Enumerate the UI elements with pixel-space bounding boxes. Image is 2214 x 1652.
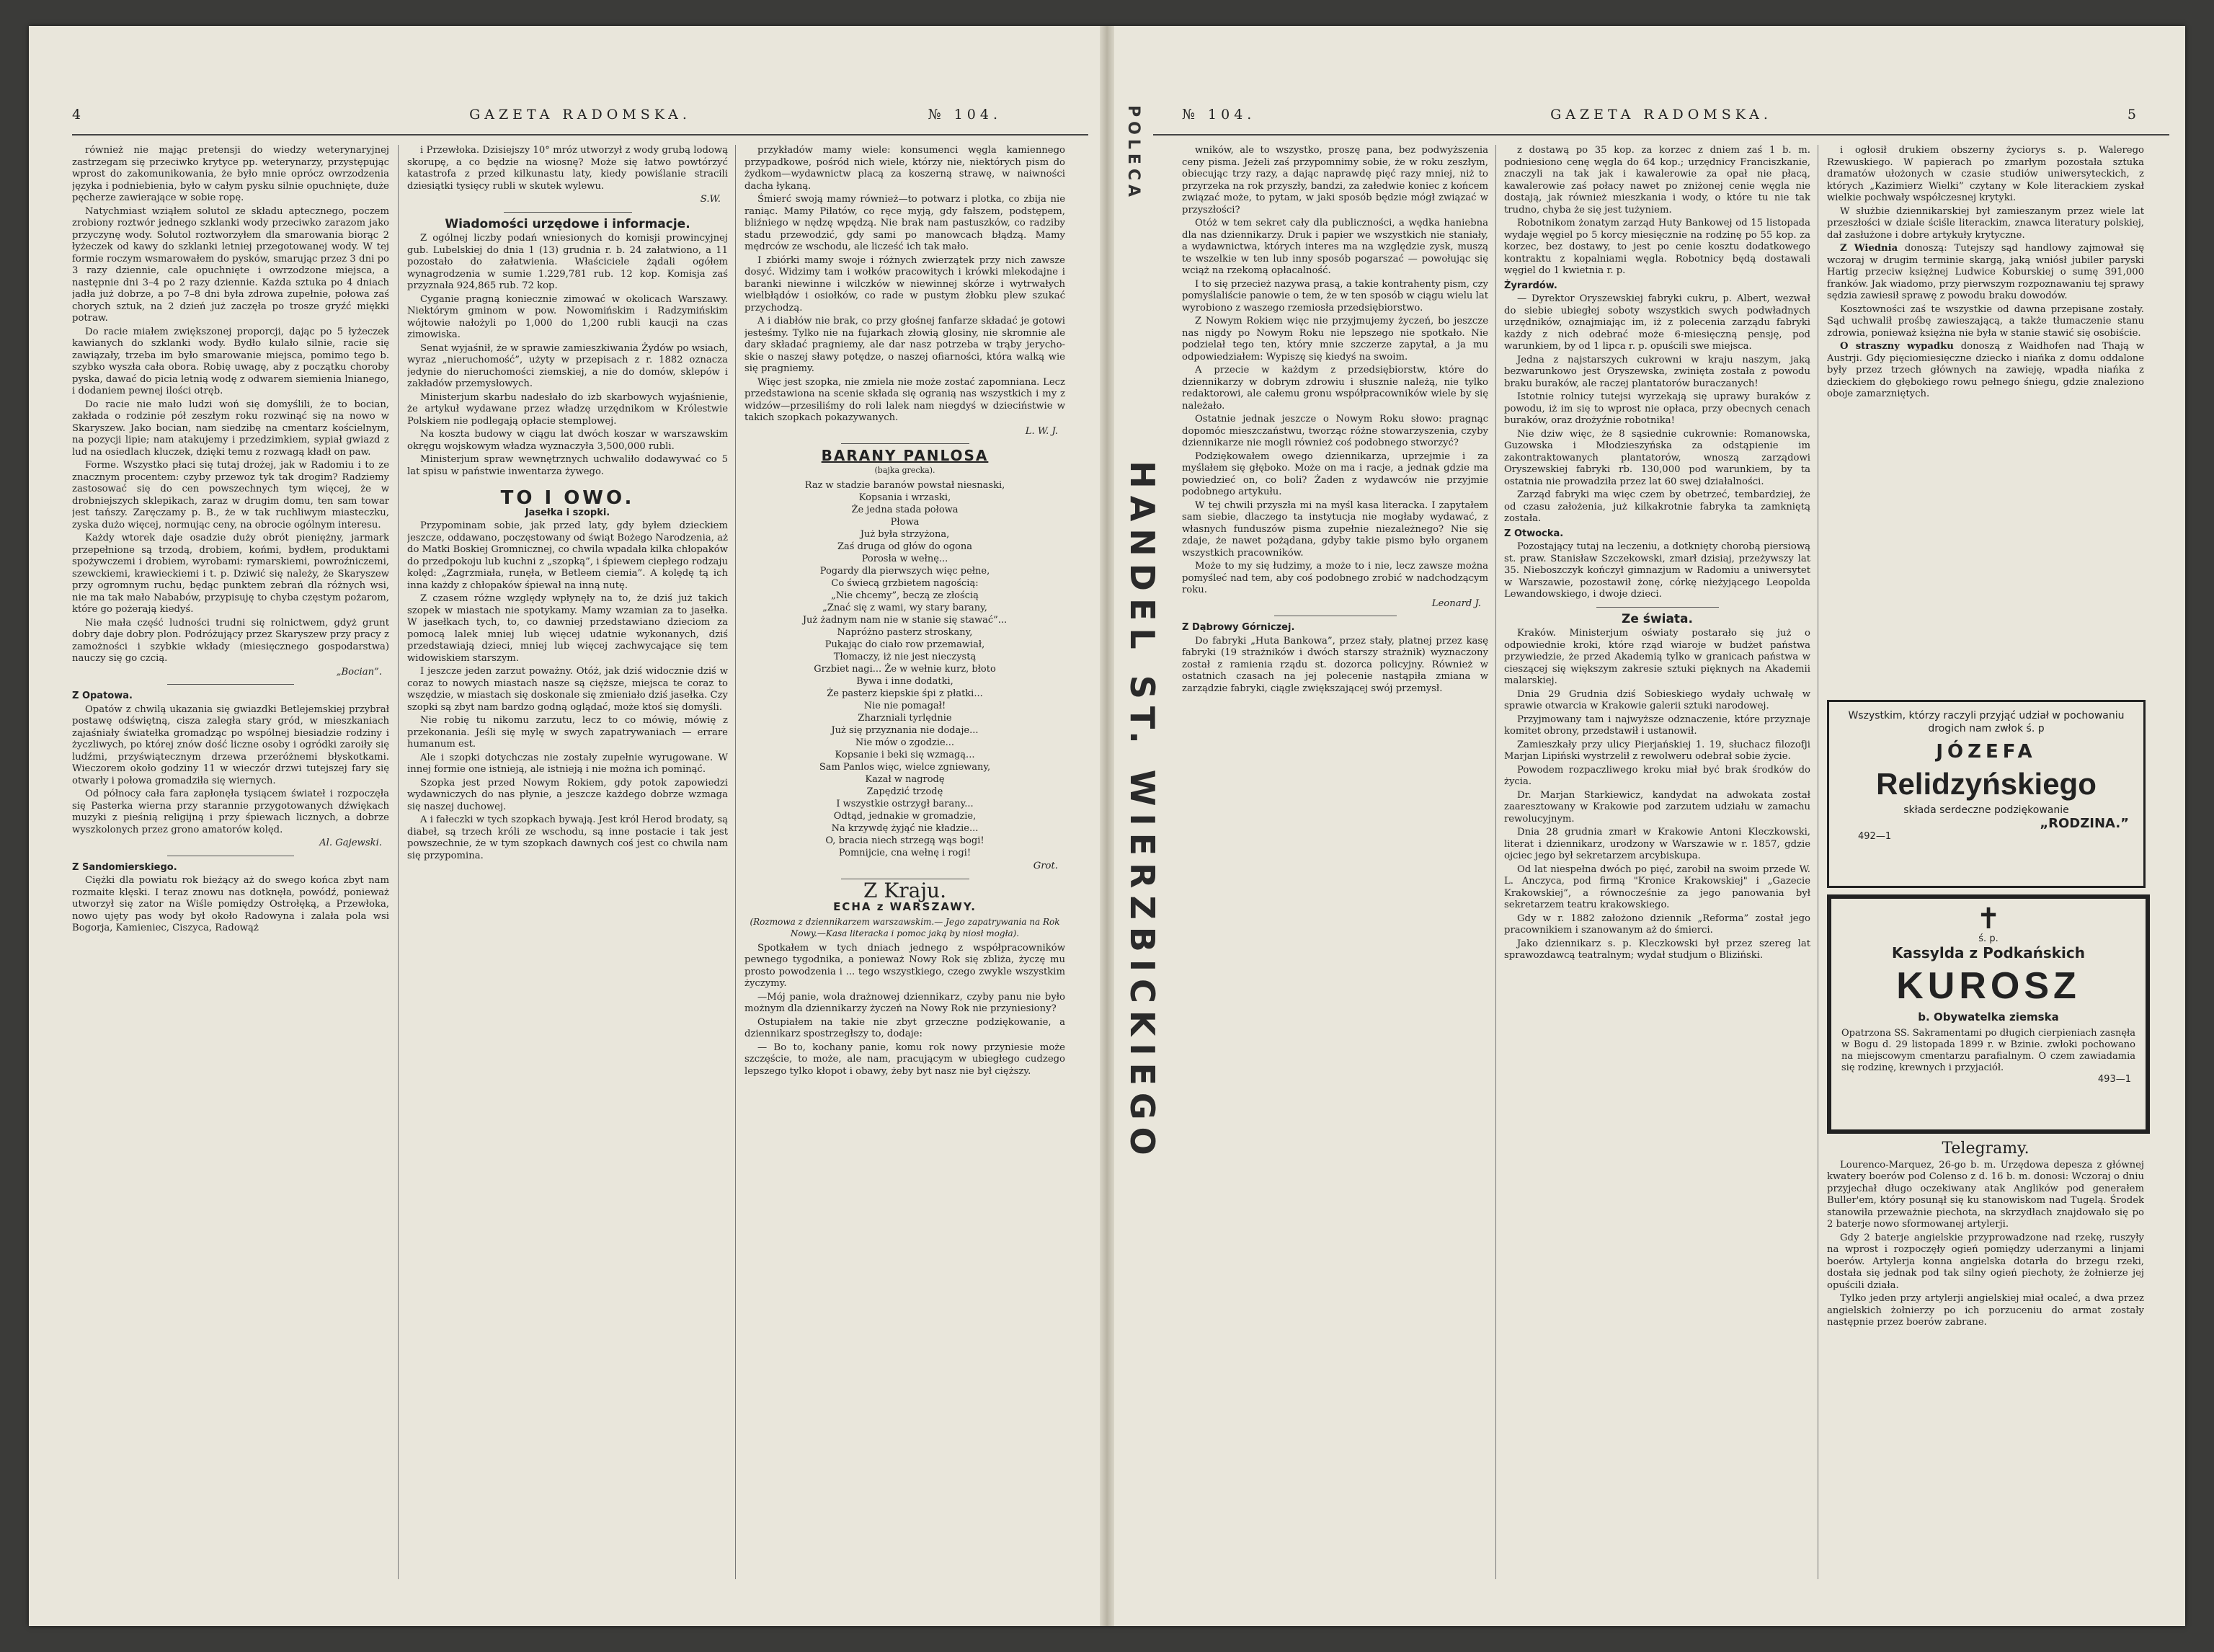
poem-line: Grzbiet nagi... Że w wełnie kurz, błoto	[814, 664, 996, 675]
paragraph: Do fabryki „Huta Bankowa”, przez stały, platnej przez kasę fabryki (19 strażników i dwóch starszy strażnik) wyznaczony został z ramienia rządu st. dozorca policyjny. Również w ostatnich czasach na jej polecenie nastąpiła zmiana w zarządzie fabryki, ciągle zwiększającej swój przemysł.	[1182, 635, 1488, 694]
separator	[504, 212, 632, 213]
poem-line: Nie nie pomagał!	[863, 701, 946, 711]
paragraph: Z Nowym Rokiem więc nie przyjmujemy życzeń, bo jeszcze nas nigdy po Nowym Roku nie lepszego nie spotkało. Nie podzielał tego ten, który mnie szczerze zapytał, a ja mu odpowiedziałem: Wypiszę się kiedyś na swoim.	[1182, 316, 1488, 363]
paragraph: również nie mając pretensji do wiedzy weterynaryjnej zastrzegam się przeciwko krytyce pp. weterynarzy, przystępując wprost do zakomunikowania, że było mnie oprócz owrzodzenia języka i podniebienia, było w całym pysku silnie opuchnięte, duże pęcherze zawierające w sobie ropę.	[72, 145, 389, 203]
paragraph: Spotkałem w tych dniach jednego z współpracowników pewnego tygodnika, a ponieważ Nowy Rok się zbliża, życzę mu prosto powodzenia i ... tego wszystkiego, czego zwykle wszystkim życzymy.	[744, 942, 1065, 989]
obituary-notice	[1827, 894, 2150, 1134]
paragraph: Ministerjum skarbu nadesłało do izb skarbowych wyjaśnienie, że artykuł wydawane przez władzę urzędnikom w Królestwie Polskiem nie podlegają opłacie stemplowej.	[407, 391, 728, 427]
vertical-advertisement	[1121, 199, 1164, 1424]
telegrams-column	[1827, 1136, 2144, 1583]
poem-line: Odtąd, jednakie w gromadzie,	[833, 811, 977, 822]
poem-line: Zapędzić trzodę	[866, 786, 943, 797]
poem-line: Nie mów o zgodzie...	[855, 737, 955, 748]
section-heading: Z Otwocka.	[1504, 528, 1564, 539]
paragraph: Ostupiałem na takie nie zbyt grzeczne podziękowanie, a dziennikarz spostrzegłszy to, dodaje:	[744, 1016, 1065, 1039]
paragraph: Natychmiast wziąłem solutol ze składu aptecznego, poczem zrobiony roztwór jednego szklanki wody przeciwko zarazom jako przyczynę wody. Solutol roztworzyłem dla smarowania biorąc 2 łyżeczek od kawy do szklanki letniej przegotowanej wody. W tej formie roczym wsmarowałem do pysków, smarując przez 3 dni po 3 razy dziennie, cale opuchnięte i owrzodzone miejsca, a następnie dni 3–4 po 2 razy dziennie. Każda sztuka po 4 dniach jadła już dobrze, a po 7–8 dni była zdrowa zupełnie, połowa zaś chorych sztuk, na 2 dzień już zaczęła po trosze gryźć miękki potraw.	[72, 205, 389, 324]
poem-line: Już się przyznania nie dodaje...	[831, 725, 979, 736]
issue-number: № 104.	[928, 107, 1002, 123]
left-column-2	[407, 145, 728, 1579]
paragraph: Cyganie pragną koniecznie zimować w okolicach Warszawy. Niektórym gminom w pow. Nowomińskim i Radzymińskim wójtowie nałożyli po 1,000 do 1,200 rubli kaucji na czas zimowiska.	[407, 293, 728, 340]
signature: Grot.	[1033, 861, 1058, 871]
section-heading: Z Kraju.	[863, 878, 946, 902]
poem-line: Pomnijcie, cna wełnę i rogi!	[838, 848, 972, 858]
paragraph: Każdy wtorek daje osadzie duży obrót pieniężny, jarmark przepełnione są trzodą, drobiem, końmi, bydłem, produktami spożywczemi i drobiem, wyrobami: rymarskiemi, powroźniczemi, szewckiemi, krawieckiemi i t. p. Dziwić się należy, że Skaryszew przy ogromnym ruchu, będąc punktem zebrań dla różnych wsi, nie ma tak mało Nababów, przypisuję to chyba częstym pożarom, które go pożerają kiedyś.	[72, 533, 389, 615]
telegrams-heading: Telegramy.	[1942, 1140, 2030, 1158]
poem-line: Kopsanie i beki się wzmagą...	[835, 750, 975, 760]
poem-line: „Nie chcemy”, beczą ze złością	[831, 590, 979, 601]
paragraph: i ogłosił drukiem obszerny życiorys s. p. Walerego Rzewuskiego. W papierach po zmarłym pozostała sztuka dramatów ułożonych w czasie studiów uniwersyteckich, z których „Kazimierz Wielki” czytany w Kole literackiem zyskał wielkie pochwały współczesnej krytyki.	[1827, 145, 2144, 203]
poem-line: Zaś druga od głów do ogona	[837, 541, 972, 552]
paragraph: Istotnie rolnicy tutejsi wyrzekają się uprawy buraków z powodu, iż im się to wprost nie opłaca, przy obecnych cenach buraków, oraz drożyźnie robotnika!	[1504, 391, 1810, 426]
notice-name-first: JÓZEFA	[1936, 741, 2037, 763]
paragraph: Do racie nie mało ludzi woń się domyślili, że to bocian, zakłada o rodzinie pół zeszłym roku rozwinąć się na nowo w Skaryszew. Jako bocian, nam siedzibę na cmentarz kościelnym, na pozycji lipie; nam atakujemy i przedzimkiem, sypiał gwiazd z lud na osiedlach kluczek, dzięki temu z rozwagą kładł on paw.	[72, 399, 389, 458]
poem-line: Porosła w wełnę...	[861, 554, 948, 564]
separator	[167, 684, 294, 685]
section-heading: TO I OWO.	[500, 487, 635, 509]
paragraph: Forme. Wszystko płaci się tutaj drożej, jak w Radomiu i to ze znacznym procentem: czyby przewoz tyk tak drogim? Radziemy zastosować się do cen powszechnych tym więcej, że w drobniejszych sklepikach, zaraz w drugim domu, ten sam towar jest tańszy. Zaręczamy p. B., że w tak ruchliwym miasteczku, zyska dużo więcej, normując ceny, na obrocie ogólnym interesu.	[72, 460, 389, 530]
newspaper-spread	[29, 26, 2185, 1626]
paragraph: Otóż w tem sekret cały dla publiczności, a wędka haniebna dla nas dziennikarzy. Druk i papier we wszystkich nie staniały, a wydawnictwa, których interes ma na względzie zysk, muszą te wszelkie w ten lub inny sposób pogarszać — powołując się wciąż na rzekomą opłacalność.	[1182, 218, 1488, 276]
paragraph: Powodem rozpaczliwego kroku miał być brak środków do życia.	[1504, 764, 1810, 787]
right-column-1	[1182, 145, 1488, 1579]
section-heading: Z Opatowa.	[72, 690, 133, 701]
poem-subtitle: (bajka grecka).	[874, 465, 935, 475]
masthead-title: GAZETA RADOMSKA.	[469, 107, 691, 123]
paragraph: A i fałeczki w tych szopkach bywają. Jest król Herod brodaty, są diabeł, są trzech króli ze wschodu, są inne postacie i tak jest powszechnie, że w tym szopkach dawnych coś jest co chwila nam się przypomina.	[407, 814, 728, 861]
article-title: ECHA z WARSZAWY.	[833, 900, 977, 913]
vertical-ad-text: HANDEL ST. WIERZBICKIEGO	[1123, 461, 1162, 1163]
paragraph: W służbie dziennikarskiej był zamieszanym przez wiele lat przeszłości w dziale ściśle literackim, znawca literatury polskiej, dał zasłużone i dobre artykuły krytyczne.	[1827, 205, 2144, 241]
poem-line: Kazał w nagrodę	[865, 774, 945, 785]
paragraph: Pozostający tutaj na leczeniu, a dotknięty chorobą piersiową st. praw. Stanisław Szczekowski, zmarł dzisiaj, przeżywszy lat 35. Nieboszczyk kończył gimnazjum w Radomiu a uniwersytet w Warszawie, pozostawił żonę, córkę nieżyjącego Leopolda Lewandowskiego, i dwoje dzieci.	[1504, 541, 1810, 600]
poem-line: O, bracia niech strzegą wąs bogi!	[825, 835, 984, 846]
paragraph: Podziękowałem owego dziennikarza, uprzejmie i za myślałem się głęboko. Może on ma i racje, a jednak gdzie ma powiedzieć on, co boli? Żaden z wydawców nie przyjmie podobnego artykułu.	[1182, 450, 1488, 497]
paragraph: Dr. Marjan Starkiewicz, kandydat na adwokata został zaaresztowany w Krakowie pod zarzutem udziału w zamachu rewolucyjnym.	[1504, 789, 1810, 825]
paragraph: Nie mała część ludności trudni się rolnictwem, gdyż grunt dobry daje dobry plon. Podróżujący przez Skaryszew przy pracy z zamożności i szybkie wkłady (miesięcznego gospodarstwa) nauczy się go czcią.	[72, 617, 389, 664]
paragraph: Robotnikom żonatym zarząd Huty Bankowej od 15 listopada wydaje węgiel po 5 korcy miesięcznie na rodzinę po 55 kop. za korzec, bez dostawy, to jest po cenie kosztu dodatkowego kontraktu z kopalniami węgla. Robotnicy będą dostawali węgiel do 1 kwietnia r. p.	[1504, 218, 1810, 276]
paragraph: wników, ale to wszystko, proszę pana, bez podwyższenia ceny pisma. Jeżeli zaś przypomnimy sobie, że w roku zeszłym, obiecując trzy razy, a dając naprawdę pięć razy mniej, niż to przyrzeka na rok przyszły, bandzi, za załedwie koniec z końcem związać może, to pytam, w jaki sposób będzie mógł związać w przyszłości?	[1182, 145, 1488, 216]
paragraph: z dostawą po 35 kop. za korzec z dniem zaś 1 b. m. podniesiono cenę węgla do 64 kop.; urzędnicy Franciszkanie, znaczyli na tak jak i kawalerowie za opał nie płacą, kawalerowie zaś połacy nawet po zniżonej cenie węgla nie dostają, jak również mieszkania i wody, o które tu nie tak trudno, chyba że się jest tużyniem.	[1504, 145, 1810, 216]
paragraph: Jako dziennikarz s. p. Kleczkowski był przez szereg lat sprawozdawcą teatralnym; wydał studjum o Bliziński.	[1504, 938, 1810, 961]
paragraph: — Dyrektor Oryszewskiej fabryki cukru, p. Albert, wezwał do siebie ubiegłej soboty wszystkich swych podwładnych urzędników, oznajmiając im, iż z polecenia zarządu fabryki każdy z nich odebrać może 6-miesięczną pensję, pod warunkiem, by od 1 lipca r. p. opuścili swe miejsca.	[1504, 293, 1810, 352]
obituary-subtitle: b. Obywatelka ziemska	[1918, 1011, 2059, 1023]
poem-line: Pogardy dla pierwszych więc pełne,	[819, 566, 990, 577]
poem	[744, 479, 1065, 859]
paragraph: Ciężki dla powiatu rok bieżący aż do swego końca zbyt nam rozmaite klęski. I teraz znowu nas dotknęła, powódź, ponieważ utworzył się zator na Wiśle pomiędzy Ostrołęką, a Przewłoka, nowo ujęty pas wody był około Radowyna i zalała pola wsi Bogorja, Kamieniec, Ciszyca, Radowąż	[72, 875, 389, 933]
page-number: 4	[72, 107, 86, 123]
paragraph: przykładów mamy wiele: konsumenci węgla kamiennego przypadkowe, pośród nich wiele, którzy nie, niektórych pism do żydkom—wydawnictw placą za koszerną strawę, w naiwności dacha łykaną.	[744, 145, 1065, 192]
right-header	[1153, 107, 2169, 131]
article-summary: (Rozmowa z dziennikarzem warszawskim.— Jego zapatrywania na Rok Nowy.—Kasa literacka i pomoc jaką by niosł mogła).	[750, 916, 1060, 938]
section-heading: Żyrardów.	[1504, 280, 1557, 291]
paragraph: Nie robię tu nikomu zarzutu, lecz to co mówię, mówię z przekonania. Jeśli się mylę w swych zapatrywaniach — errare humanum est.	[407, 715, 728, 750]
paragraph: Zamieszkały przy ulicy Pierjańskiej 1. 19, słuchacz filozofji Marjan Lipiński wystrzelił z rewolweru odebrał sobie życie.	[1504, 739, 1810, 762]
paragraph: Do racie miałem zwiększonej proporcji, dając po 5 łyżeczek kawianych do szklanki wody. Bydło kulało silnie, racie się zawiązały, trzeba im było smarowanie miejsca, pomimo tego b. szybko wyszła cała obora. Robię uwagę, aby z początku choroby pyska, dawać do picia letnią wodę z odwarem siemienia lnianego, i dodaniem pewnej ilości otręb.	[72, 326, 389, 396]
paragraph: Ale i szopki dotychczas nie zostały zupełnie wyrugowane. W innej formie one istnieją, ale istnieją i nie można ich pominąć.	[407, 752, 728, 775]
paragraph: Śmierć swoją mamy również—to potwarz i plotka, co zbija nie raniąc. Mamy Piłatów, co ręce myją, gdy fałszem, podstępem, bliźniego w nędzę wpędzą. Nie brak nam pastuszków, co radziby stadu przewodzić, gdy sami po manowcach błądzą. Mamy mędrców ze wschodu, ale licześć ich tak mało.	[744, 194, 1065, 252]
page-number: 5	[2127, 107, 2140, 123]
paragraph: Więc jest szopka, nie zmiela nie może zostać zapomniana. Lecz przedstawiona na scenie składa się ogranią nas wszystkich i my z widzów—przesiliśmy do roli lalek nam niegdyś w dzieciństwie w takich szopkach pokazywanych.	[744, 376, 1065, 423]
poem-line: Już żadnym nam nie w stanie się stawać”...	[802, 615, 1008, 626]
paragraph: Przypominam sobie, jak przed laty, gdy byłem dzieckiem jeszcze, oddawano, poczęstowany od świąt Bożego Narodzenia, aż do Matki Boskiej Gromnicznej, co chwila wpadała kilka chłopaków do przedpokoju lub kuchni z „szopką”, i śpiewem ciepłego rodzaju kolęd: „Zagrzmiała, runęła, w Betleem ciemia”. A kolędę tą ich inna każdy z chłopaków śpiewał na inną nutę.	[407, 520, 728, 591]
masthead-title: GAZETA RADOMSKA.	[1550, 107, 1772, 123]
column-rule	[735, 145, 736, 1579]
poem-line: Płowa	[890, 517, 920, 528]
paragraph: Przyjmowany tam i najwyższe odznaczenie, które przyznaje komitet obrony, przedstawił i ustanowił.	[1504, 714, 1810, 737]
paragraph: Od północy cała fara zapłonęła tysiącem świateł i rozpoczęła się Pasterka wierna przy starannie przygotowanych dźwiękach muzyki z pieśnią religijną i przy śpiewach licznych, a dobrze wyszkolonych przez grono amatorów kolęd.	[72, 789, 389, 835]
signature: „Bocian”.	[336, 666, 382, 678]
poem-title: BARANY PANLOSA	[821, 447, 989, 464]
section-heading: Ze świata.	[1622, 611, 1693, 626]
poem-line: Napróżno pasterz stroskany,	[837, 627, 973, 638]
poem-line: Raz w stadzie baranów powstał niesnaski,	[804, 480, 1005, 491]
paragraph: Lourenco-Marquez, 26-go b. m. Urzędowa depesza z głównej kwatery boerów pod Colenso z d. 16 b. m. donosi: Wczoraj o dniu przyjechał długo oczekiwany atak Anglików pod generałem Buller'em, który posunął się ku stanowiskom nad Tugelą. Środek stanowiła przeważnie piechota, na skrzydłach znajdowało się po 2 baterje nowo sformowanej artylerji.	[1827, 1159, 2144, 1230]
poem-line: „Znać się z wami, wy stary barany,	[822, 603, 987, 613]
right-column-2	[1504, 145, 1810, 1579]
notice-ref: 492—1	[1858, 831, 1892, 842]
paragraph: I to się przecież nazywa prasą, a takie kontrahenty pism, czy pomyślaliście panowie o tem, że w ten sposób w ciągu wielu lat wyrobiono z waszego rzemiosła przedsiębiorstwo.	[1182, 278, 1488, 314]
separator	[1596, 607, 1719, 608]
header-rule	[72, 134, 1088, 136]
obituary-prefix: ś. p.	[1978, 933, 1999, 944]
signature: S.W.	[700, 194, 721, 205]
poem-line: Kopsania i wrzaski,	[858, 492, 951, 503]
paragraph: A przecie w każdym z przedsiębiorstw, które do dziennikarzy w dobrym zdrowiu i słusznie należą, nie tylko redaktorowi, ale całemu gronu współpracowników wiele by się należało.	[1182, 365, 1488, 412]
paragraph: Dnia 29 Grudnia dziś Sobieskiego wydały uchwałę w sprawie otwarcia w Krakowie galerii sztuki narodowej.	[1504, 688, 1810, 711]
paragraph: Senat wyjaśnił, że w sprawie zamieszkiwania Żydów po wsiach, wyraz „nieruchomość”, użyty w przepisach z r. 1882 oznacza jedynie do nieruchomości ziemskiej, a nie do domów, sklepów i zakładów przemysłowych.	[407, 342, 728, 389]
paragraph: I jeszcze jeden zarzut poważny. Otóż, jak dziś widocznie dziś w coraz to nowych miastach nasze są cięższe, miejsca te coraz to wszędzie, w miastach się doskonale się zmieniało dziś jasełka. Czy szopki są zbyt nam bardzo godną oglądać, może ktoś się domyśli.	[407, 666, 728, 713]
paragraph: i Przewłoka. Dzisiejszy 10° mróz utworzył z wody grubą lodową skorupę, a co będzie na wiosnę? Może się łatwo powtórzyć katastrofa z przed kilkunastu laty, kiedy powiślanie stracili dziesiątki tysięcy rubli w skutek wylewu.	[407, 145, 728, 192]
paragraph: Ostatnie jednak jeszcze o Nowym Roku słowo: pragnąc dopomóc mieszczaństwu, tworząc różne stowarzyszenia, czyby dziennikarze nie mogli również coś podobnego stworzyć?	[1182, 414, 1488, 448]
poem-line: Na krzywdę żyjąć nie kładzie...	[831, 823, 979, 834]
paragraph: A i diabłów nie brak, co przy głośnej fanfarze składać je gotowi jesteśmy. Tylko nie na fujarkach złowią glosiny, nie skromnie ale dary składać pragniemy, ale dar nasz potrzeba w trąby jerycho-skie o naszej sławy potędze, o naszej ofiarności, która walką wie się pragniemy.	[744, 316, 1065, 374]
poem-line: I wszystkie ostrzygł barany...	[836, 799, 974, 809]
poem-line: Zharzniali tyrlędnie	[858, 713, 952, 724]
signature: L. W. J.	[1025, 425, 1058, 437]
poem-line: Że pasterz kiepskie śpi z płatki...	[827, 688, 983, 699]
item-heading: O straszny wypadku	[1840, 341, 1954, 352]
poem-line: Sam Panlos więc, wielce zgniewany,	[819, 762, 991, 773]
section-heading: Z Sandomierskiego.	[72, 861, 177, 873]
left-column-3	[744, 145, 1065, 1579]
left-page	[72, 26, 1088, 1626]
separator	[841, 443, 969, 444]
paragraph: Gdy 2 baterje angielskie przyprowadzone nad rzekę, ruszyły na wprost i rozpoczęły ogień pomiędzy uderzanymi a linjami boerów. Artylerja konna angielska dotarła do brzegu rzeki, dostała się jednak pod tak silny ogień piechoty, że żołnierze jej opuścili działa.	[1827, 1232, 2144, 1291]
header-rule	[1153, 134, 2169, 136]
notice-thanks: składa serdeczne podziękowanie	[1903, 804, 2069, 816]
paragraph: Kosztowności zaś te wszystkie od dawna przepisane zostały. Sąd uchwalił prośbę zawieszającą, a także tłumaczenie stanu zdrowia, ponieważ księżna nie była w stanie stawić się osobiście.	[1827, 303, 2144, 339]
obituary-name-first: Kassylda z Podkańskich	[1892, 944, 2085, 962]
thanks-notice	[1827, 700, 2146, 888]
paragraph: donoszą z Waidhofen nad Thają w Austrji. Gdy pięciomiesięczne dziecko i niańka z domu oddalone były przez trzech głównych na zawieję, wpadła niańka z dzieckiem do głębokiego rowu pełnego śniegu, gdzie znaleziono oboje zamarzniętych.	[1827, 341, 2144, 399]
issue-number: № 104.	[1182, 107, 1256, 123]
obituary-text: Opatrzona SS. Sakramentami po długich cierpieniach zasnęła w Bogu d. 29 listopada 1899 r. w Bzinie. zwłoki pochowano na miejscowym cmentarzu parafialnym. O czem zawiadamia się rodzinę, krewnych i przyjaciół.	[1841, 1028, 2135, 1073]
paragraph: Zarząd fabryki ma więc czem by obetrzeć, tembardziej, że od czasu założenia, już kilkakrotnie fabryka ta zamkniętą została.	[1504, 489, 1810, 524]
section-heading: Z Dąbrowy Górniczej.	[1182, 622, 1295, 633]
right-page	[1153, 26, 2169, 1626]
paragraph: Opatów z chwilą ukazania się gwiazdki Betlejemskiej przybrał postawę odświętną, cisza zaległa stary gród, w mieszkaniach zajaśniały światełka gromadząc po wspólnej biesiadzie rodziny i życzliwych, po której znów dość liczne osoby i ogródki zaroiły się ludźmi, przyświątecznym drzewa przeróżnemi błyskotkami. Wieczorem około godziny 11 w wieczór drzwi tutejszej fary się otwarły i połowa gromadziła się wiernych.	[72, 703, 389, 786]
poem-line: Tłomaczy, iż nie jest nieczystą	[833, 652, 977, 662]
column-rule	[1495, 145, 1496, 1579]
section-heading: Wiadomości urzędowe i informacje.	[445, 216, 690, 231]
notice-name-last: Relidzyńskiego	[1876, 767, 2097, 801]
signature: Al. Gajewski.	[319, 838, 382, 848]
poem-line: Że jedna stada połowa	[851, 505, 959, 515]
poem-line: Co świecą grzbietem nagością:	[831, 578, 979, 589]
paragraph: Gdy w r. 1882 założono dziennik „Reforma” został jego pracownikiem i szanowanym aż do śmierci.	[1504, 912, 1810, 936]
cross-icon: ✝	[1976, 902, 2001, 936]
article-title: Jasełka i szopki.	[525, 507, 610, 518]
paragraph: I zbiórki mamy swoje i różnych zwierzątek przy nich zawsze dosyć. Widzimy tam i wołków pracowitych i krówki mlekodajne i baranki niewinne i wilczków w niewinnej skórze i wytrwałych wielbłądów i osiołków, co rade w pustym żłobku plew szukać przychodzą.	[744, 254, 1065, 314]
column-rule	[398, 145, 399, 1579]
paragraph: Z czasem różne względy wpłynęły na to, że dziś już takich szopek w miastach nie spotykamy. Mamy wzamian za to jasełka. W jasełkach tych, to, co dawniej przedstawiano dzieciom za pomocą lalek mniej lub więcej udatnie wykonanych, dziś przedstawiają dzieci, mniej lub więcej zachwycające się tem widowiskiem starszym.	[407, 593, 728, 664]
poem-line: Już była strzyżona,	[860, 529, 950, 540]
left-column-1	[72, 145, 389, 1579]
paragraph: —Mój panie, wola drażnowej dziennikarz, czyby panu nie było możnym dla dziennikarzy życzeń na Nowy Rok nie przyniesiony?	[744, 991, 1065, 1014]
obituary-name-last: KUROSZ	[1896, 965, 2081, 1007]
paragraph: Kraków. Ministerjum oświaty postarało się już o odpowiednie kroki, które rząd wiaroje w budżet państwa przywiedzie, że przed Akademią tylko w granicach państwa w cieszącej się większym zakresie sztuki pięknych na Akademii malarskiej.	[1504, 628, 1810, 686]
paragraph: Z ogólnej liczby podań wniesionych do komisji prowincyjnej gub. Lubelskiej do dnia 1 (13) grudnia r. b. 24 załatwiono, a 11 pozostało do załatwienia. Właściciele żądali ogółem wynagrodzenia w sumie 1.229,781 rub. 12 kop. Komisja zaś przyznała 924,865 rub. 72 kop.	[407, 233, 728, 291]
paragraph: donoszą: Tutejszy sąd handlowy zajmował się wczoraj w drugim terminie skargą, jaką wniósł jubiler paryski Hartig przeciw księżnej Ludwice Koburskiej o sumę 391,000 franków. Jak wiadomo, przy pierwszym rozpoznawaniu tej sprawy sędzia zawiesił sprawę z powodu braku dowodów.	[1827, 243, 2144, 301]
signature: Leonard J.	[1431, 598, 1481, 609]
paragraph: Tylko jeden przy artylerji angielskiej miał ocaleć, a dwa przez angielskich żołnierzy po ich porzuceniu do armat zostały następnie przez boerów zabrane.	[1827, 1293, 2144, 1328]
paragraph: Na koszta budowy w ciągu lat dwóch koszar w warszawskim okręgu wojskowym władza wyznaczyła 3,500,000 rubli.	[407, 429, 728, 452]
item-heading: Z Wiednia	[1840, 243, 1898, 254]
binding-gutter	[1100, 26, 1114, 1626]
paragraph: Od lat niespełna dwóch po pięć, zarobił na swoim przede W. L. Anczyca, pod firmą "Kronice Krakowskiej" i „Gazecie Krakowskiej”, a równocześnie za jego panowania był sekretarzem teatru krakowskiego.	[1504, 863, 1810, 910]
paragraph: Jedna z najstarszych cukrowni w kraju naszym, jaką bezwarunkowo jest Oryszewska, zwinięta została z powodu braku buraków, ale raczej plantatorów buraczanych!	[1504, 354, 1810, 389]
paragraph: Dnia 28 grudnia zmarł w Krakowie Antoni Kleczkowski, literat i dziennikarz, urodzony w Warszawie w r. 1857, gdzie ojciec jego był sekretarzem arcybiskupa.	[1504, 827, 1810, 861]
left-header	[72, 107, 1088, 131]
obituary-ref: 493—1	[2097, 1074, 2131, 1085]
vertical-ad-small: POLECA	[1124, 105, 1142, 202]
paragraph: Ministerjum spraw wewnętrznych uchwaliło dodawywać co 5 lat spisu w państwie inwentarza żywego.	[407, 454, 728, 477]
paragraph: Szopka jest przed Nowym Rokiem, gdy potok zapowiedzi wydawniczych do nas płynie, a jeszcze każdego dobrze wzmaga się naszej duchowej.	[407, 777, 728, 812]
paragraph: Może to my się łudzimy, a może to i nie, lecz zawsze można pomyśleć nad tem, aby coś podobnego zrobić w nadchodzącym roku.	[1182, 561, 1488, 595]
paragraph: W tej chwili przyszła mi na myśl kasa literacka. I zapytałem sam siebie, dlaczego ta instytucja nie mogłaby wydawać, z własnych funduszów pisma zupełnie niezależnego? Nie się zdaje, że nawet pożądana, gdyby takie pismo było organem wszystkich pracowników.	[1182, 499, 1488, 559]
paragraph: Nie dziw więc, że 8 sąsiednie cukrownie: Romanowska, Guzowska i Młodzieszyńska za odstąpienie im zakontraktowanych plantatorów, wnoszą zarządowi Oryszewskiej fabryki rb. 130,000 pod warunkiem, by ta ostatnia nie prowadziła przez lat 60 swej działalności.	[1504, 428, 1810, 487]
poem-line: Bywa i inne dodatki,	[856, 676, 953, 687]
notice-text: Wszystkim, którzy raczyli przyjąć udział w pochowaniu drogich nam zwłok ś. p	[1848, 710, 2125, 734]
poem-line: Pukając do ciało row przemawiał,	[824, 639, 985, 650]
paragraph: — Bo to, kochany panie, komu rok nowy przyniesie może szczęście, to może, ale nam, pracującym w ubiegłego cudzego lepszego tylko kłopot i obawy, żeby byt nasz nie był cięższy.	[744, 1042, 1065, 1077]
notice-signed: „RODZINA.”	[2040, 816, 2129, 831]
